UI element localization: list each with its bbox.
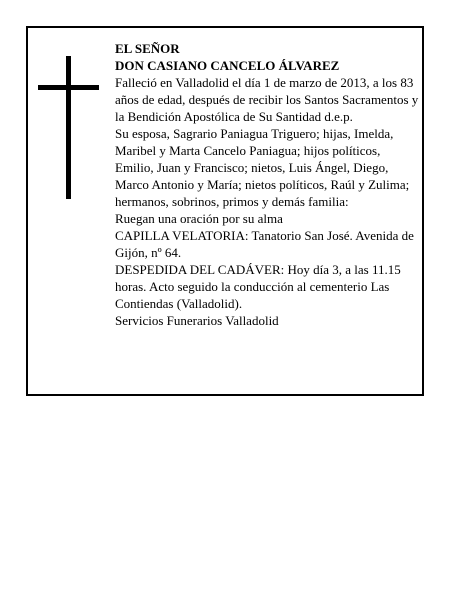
- chapel-info: CAPILLA VELATORIA: Tanatorio San José. Avenida de Gijón, nº 64.: [115, 228, 414, 260]
- deceased-name: DON CASIANO CANCELO ÁLVAREZ: [115, 58, 340, 73]
- obituary-notice: [26, 26, 424, 396]
- notice-text: [115, 40, 421, 329]
- family-list: Su esposa, Sagrario Paniagua Triguero; hijas, Imelda, Maribel y Marta Cancelo Paniagua; hijos políticos, Emilio, Juan y Francisco; nietos, Luis Ángel, Diego, Marco Antonio y María; nietos políticos, Raúl y Zulima; hermanos, sobrinos, primos y demás familia:: [115, 126, 410, 209]
- funeral-service: Servicios Funerarios Valladolid: [115, 313, 279, 328]
- farewell-info: DESPEDIDA DEL CADÁVER: Hoy día 3, a las 11.15 horas. Acto seguido la conducción al cementerio Las Contiendas (Valladolid).: [115, 262, 401, 311]
- cross-vertical-bar: [66, 56, 71, 199]
- cross-horizontal-bar: [38, 85, 99, 90]
- death-info: Falleció en Valladolid el día 1 de marzo de 2013, a los 83 años de edad, después de recibir los Santos Sacramentos y la Bendición Apostólica de Su Santidad d.e.p.: [115, 75, 419, 124]
- notice-title-line-1: EL SEÑOR: [115, 41, 180, 56]
- prayer-request: Ruegan una oración por su alma: [115, 211, 283, 226]
